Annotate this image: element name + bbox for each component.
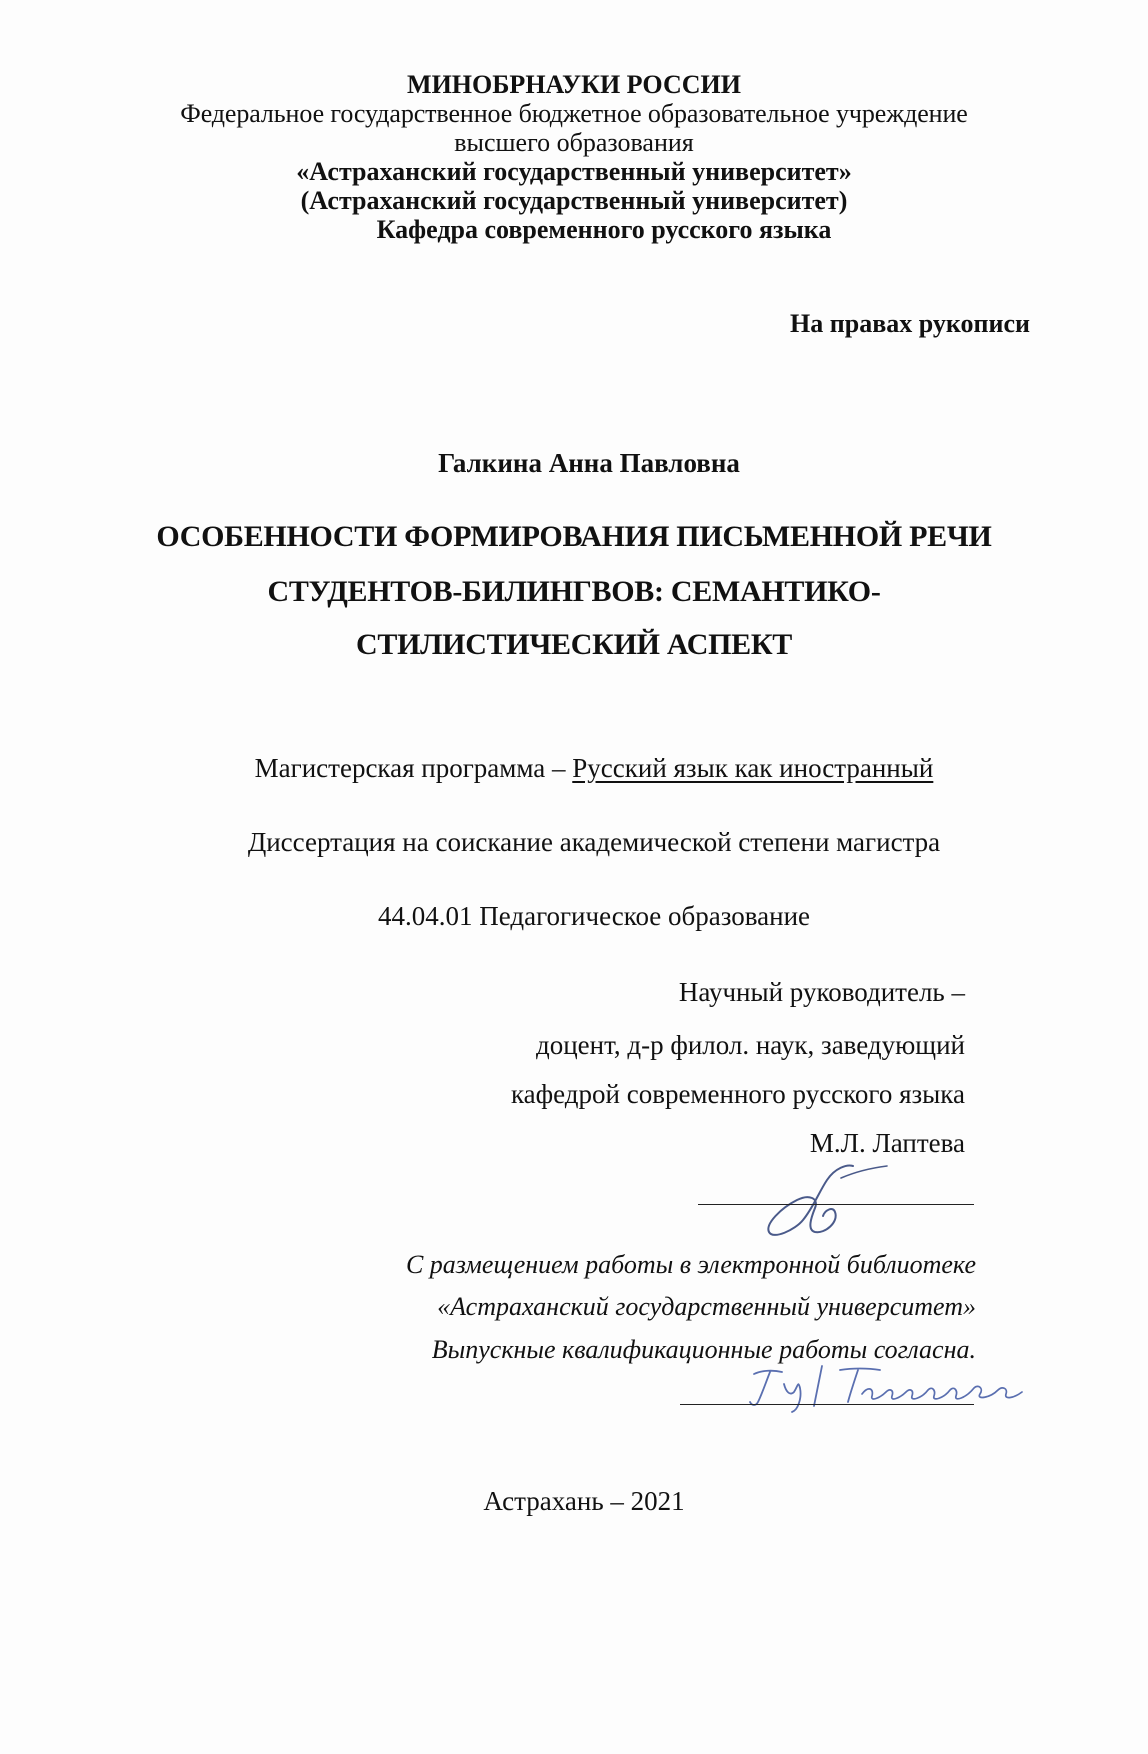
institution-type-line1: Федеральное государственное бюджетное образовательное учреждение	[180, 99, 968, 128]
consent-line3: Выпускные квалификационные работы согласна.	[431, 1335, 976, 1364]
master-program	[0, 753, 1148, 784]
department-name: Кафедра современного русского языка	[376, 215, 832, 244]
consent-line1: С размещением работы в электронной библиотеке	[405, 1250, 976, 1279]
supervisor-position-line1: доцент, д-р филол. наук, заведующий	[535, 1030, 965, 1060]
author-signature	[740, 1358, 1030, 1418]
ministry-name: МИНОБРНАУКИ РОССИИ	[407, 70, 741, 99]
author-signature-line	[680, 1404, 974, 1405]
master-program-prefix: Магистерская программа –	[254, 753, 573, 783]
master-program-name: Русский язык как иностранный	[572, 753, 934, 783]
city-year: Астрахань – 2021	[483, 1486, 685, 1516]
institution-type-line2: высшего образования	[454, 128, 694, 157]
supervisor-role: Научный руководитель –	[678, 977, 965, 1007]
dissertation-title-line2: СТУДЕНТОВ-БИЛИНГВОВ: СЕМАНТИКО-	[267, 575, 881, 608]
degree-statement: Диссертация на соискание академической степени магистра	[247, 827, 941, 857]
university-short-name: (Астраханский государственный университет)	[300, 186, 848, 215]
specialty-code: 44.04.01 Педагогическое образование	[377, 901, 811, 931]
author-name: Галкина Анна Павловна	[438, 448, 740, 478]
dissertation-title-line1: ОСОБЕННОСТИ ФОРМИРОВАНИЯ ПИСЬМЕННОЙ РЕЧИ	[156, 520, 992, 553]
manuscript-note: На правах рукописи	[790, 309, 1030, 338]
supervisor-name: М.Л. Лаптева	[809, 1128, 965, 1158]
supervisor-position-line2: кафедрой современного русского языка	[510, 1079, 965, 1109]
supervisor-signature	[755, 1158, 905, 1248]
supervisor-signature-line	[698, 1204, 974, 1205]
consent-line2: «Астраханский государственный университет»	[437, 1292, 976, 1321]
university-full-name: «Астраханский государственный университет»	[296, 157, 852, 186]
dissertation-title-line3: СТИЛИСТИЧЕСКИЙ АСПЕКТ	[356, 628, 792, 661]
